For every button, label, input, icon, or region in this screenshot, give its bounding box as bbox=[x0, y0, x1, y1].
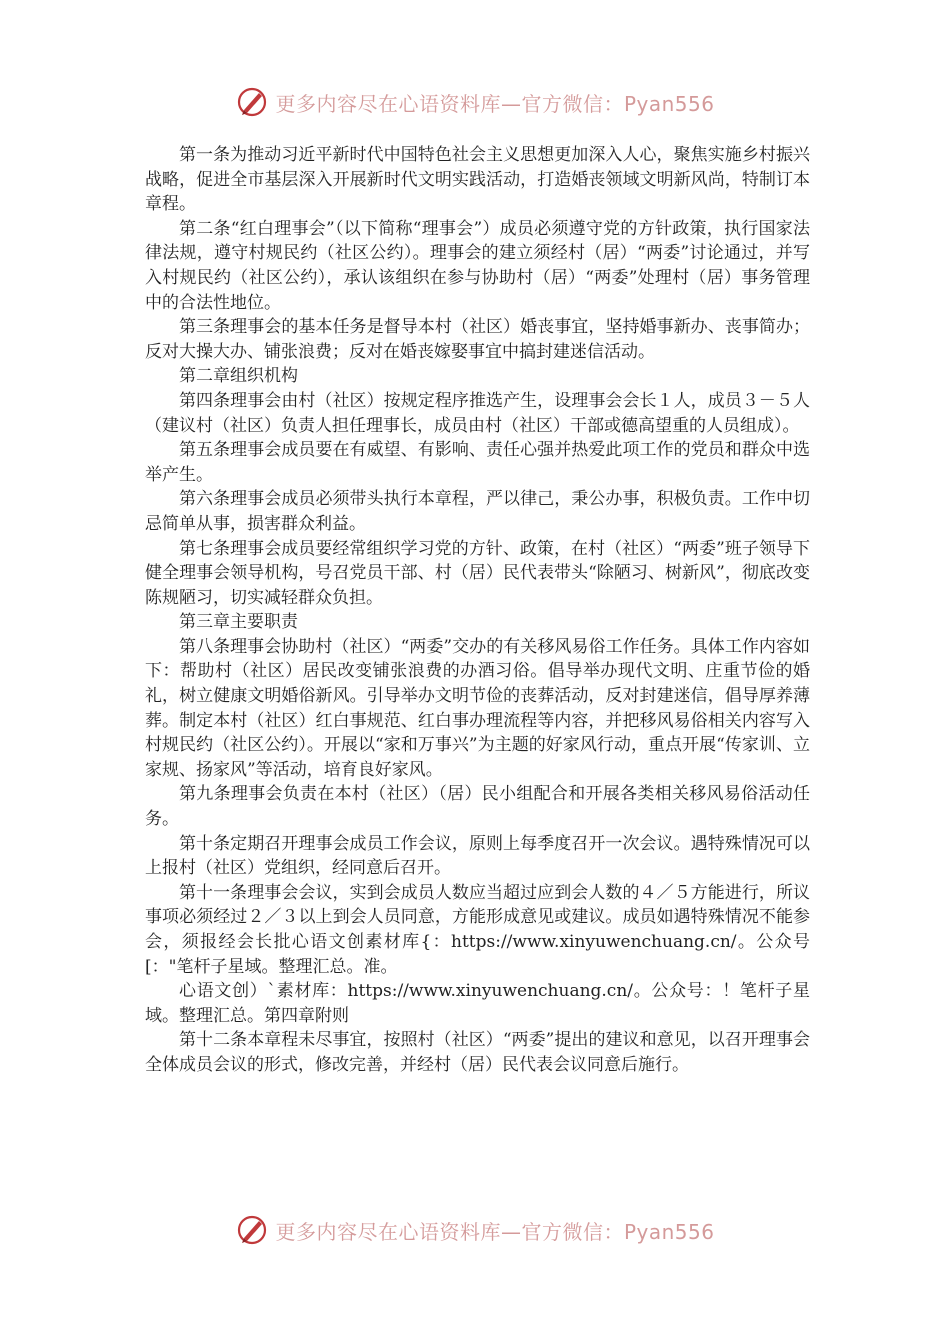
paragraph: 第七条理事会成员要经常组织学习党的方针、政策，在村（社区）“两委”班子领导下健全理事会领导机构，号召党员干部、村（居）民代表带头“除陋习、树新风”，彻底改变陈规陋习，切实减轻群众负担。 bbox=[145, 538, 810, 608]
paragraph: 第六条理事会成员必须带头执行本章程，严以律己，秉公办事，积极负责。工作中切忌简单从事，损害群众利益。 bbox=[145, 489, 810, 534]
paragraph: 第八条理事会协助村（社区）“两委”交办的有关移风易俗工作任务。具体工作内容如下：帮助村（社区）居民改变铺张浪费的办酒习俗。倡导举办现代文明、庄重节俭的婚礼，树立健康文明婚俗新风。引导举办文明节俭的丧葬活动，反对封建迷信，倡导厚养薄葬。制定本村（社区）红白事规范、红白事办理流程等内容，并把移风易俗相关内容写入村规民约（社区公约）。开展以“家和万事兴”为主题的好家风行动，重点开展“传家训、立家规、扬家风”等活动，培育良好家风。 bbox=[145, 636, 810, 780]
pen-logo-icon bbox=[235, 85, 269, 119]
paragraph: 第五条理事会成员要在有威望、有影响、责任心强并热爱此项工作的党员和群众中选举产生。 bbox=[145, 440, 810, 485]
pen-logo-icon bbox=[235, 1213, 269, 1247]
chapter-heading: 第二章组织机构 bbox=[179, 366, 298, 387]
chapter-heading: 第三章主要职责 bbox=[179, 612, 298, 633]
banner-text: 更多内容尽在心语资料库—官方微信：Pyan556 bbox=[275, 91, 715, 116]
header-banner bbox=[0, 82, 950, 122]
paragraph: 第九条理事会负责在本村（社区）（居）民小组配合和开展各类相关移风易俗活动任务。 bbox=[145, 784, 810, 830]
paragraph: 第二条“红白理事会”（以下简称“理事会”）成员必须遵守党的方针政策，执行国家法律法规，遵守村规民约（社区公约）。理事会的建立须经村（居）“两委”讨论通过，并写入村规民约（社区公约），承认该组织在参与协助村（居）“两委”处理村（居）事务管理中的合法性地位。 bbox=[145, 218, 810, 313]
paragraph: 第一条为推动习近平新时代中国特色社会主义思想更加深入人心，聚焦实施乡村振兴战略，促进全市基层深入开展新时代文明实践活动，打造婚丧领域文明新风尚，特制订本章程。 bbox=[145, 145, 810, 215]
document-body bbox=[145, 143, 810, 1078]
paragraph: 第十二条本章程未尽事宜，按照村（社区）“两委”提出的建议和意见，以召开理事会全体成员会议的形式，修改完善，并经村（居）民代表会议同意后施行。 bbox=[145, 1030, 810, 1075]
footer-banner bbox=[0, 1210, 950, 1250]
paragraph: 第十条定期召开理事会成员工作会议，原则上每季度召开一次会议。遇特殊情况可以上报村（社区）党组织，经同意后召开。 bbox=[145, 833, 810, 879]
paragraph: 第四条理事会由村（社区）按规定程序推选产生，设理事会会长１人，成员３－５人（建议村（社区）负责人担任理事长，成员由村（社区）干部或德高望重的人员组成）。 bbox=[145, 390, 810, 436]
paragraph: 第三条理事会的基本任务是督导本村（社区）婚丧事宜，坚持婚事新办、丧事简办；反对大操大办、铺张浪费；反对在婚丧嫁娶事宜中搞封建迷信活动。 bbox=[145, 317, 810, 362]
banner-text: 更多内容尽在心语资料库—官方微信：Pyan556 bbox=[275, 1219, 715, 1244]
paragraph: 心语文创）`素材库：https://www.xinyuwenchuang.cn/。公众号：！笔杆子星域。整理汇总。第四章附则 bbox=[145, 981, 810, 1026]
paragraph: 第十一条理事会会议，实到会成员人数应当超过应到会人数的４／５方能进行，所议事项必须经过２／３以上到会人员同意，方能形成意见或建议。成员如遇特殊情况不能参会，须报经会长批心语文创素材库{：https://www.xinyuwenchuang.cn/。公众号[："笔杆子星域。整理汇总。准。 bbox=[145, 882, 810, 977]
